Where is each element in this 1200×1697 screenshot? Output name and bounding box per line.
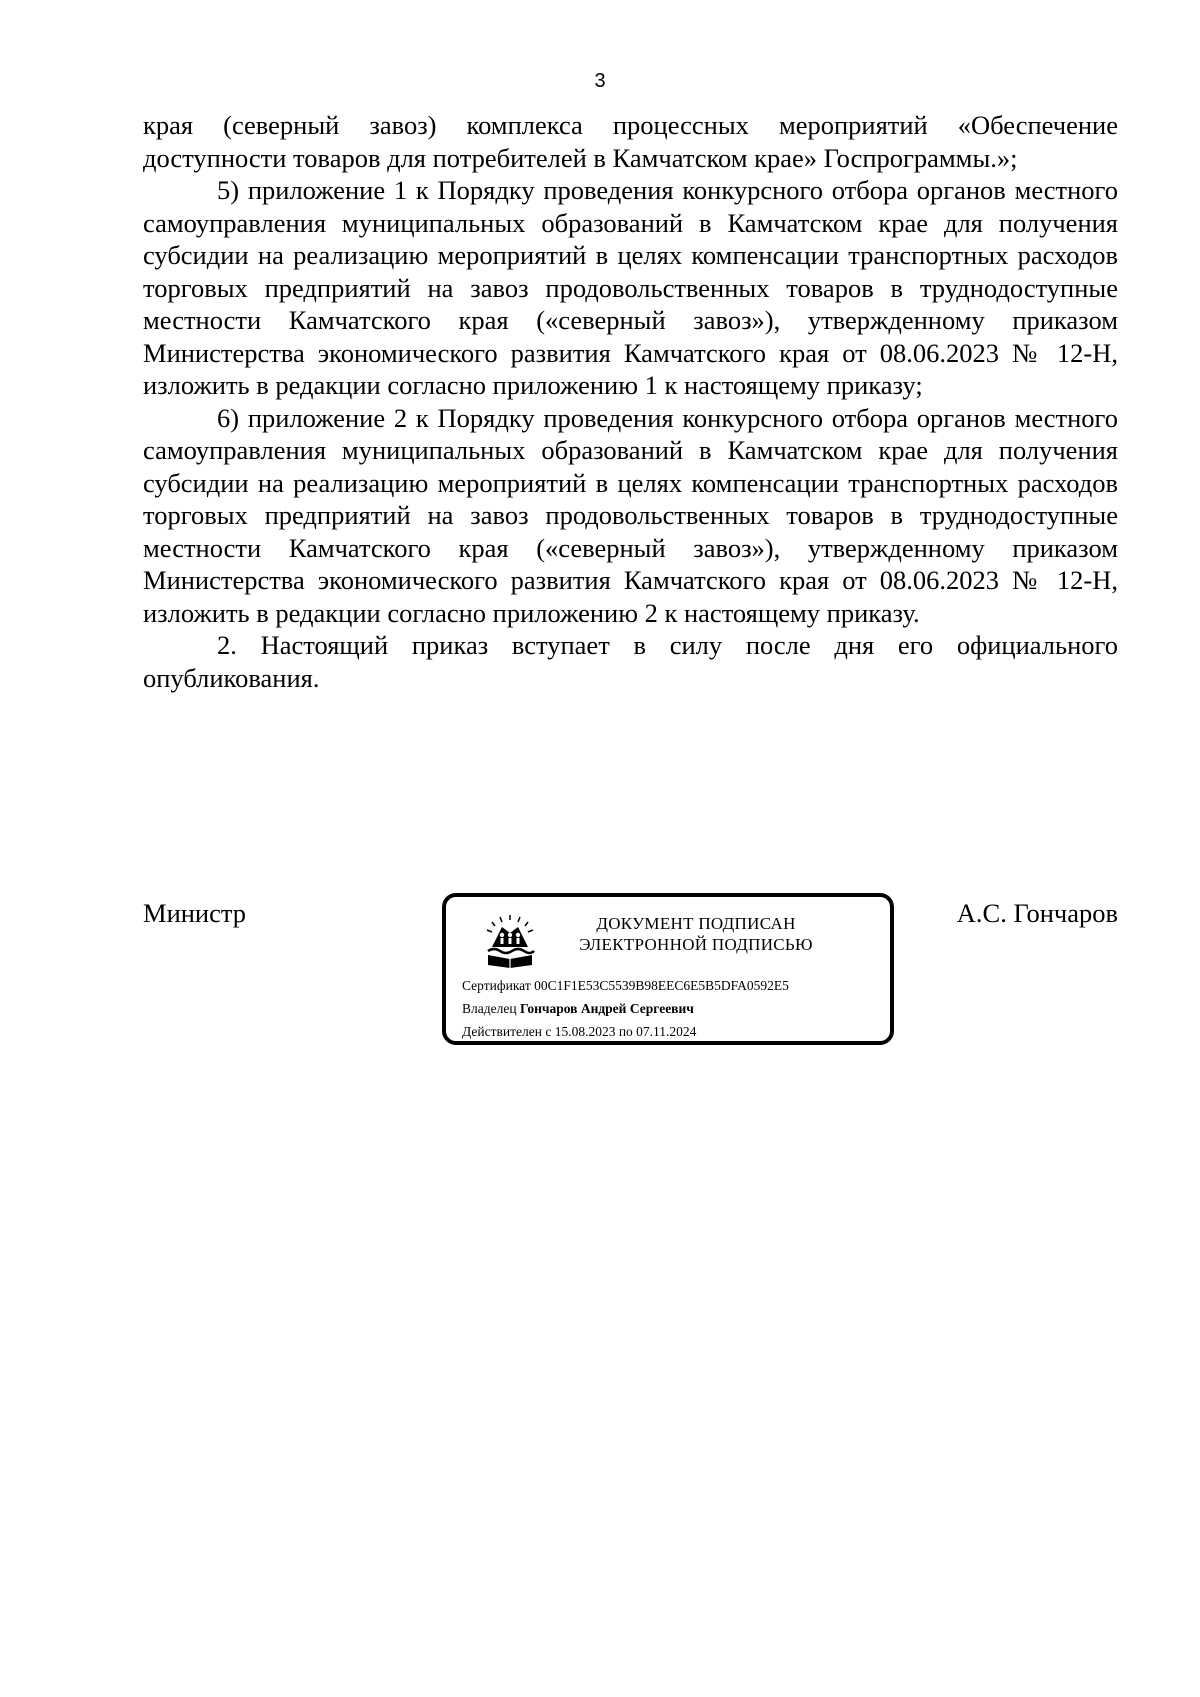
signatory-title: Министр bbox=[143, 898, 247, 928]
owner-value: Гончаров Андрей Сергеевич bbox=[519, 1001, 694, 1016]
paragraph-item-5: 5) приложение 1 к Порядку проведения конкурсного отбора органов местного самоуправления муниципальных образований в Камчатском крае для получения субсидии на реализацию мероприятий в целях компенсации транспортных расходов торговых предприятий на завоз продовольственных товаров в труднодоступные местности Камчатского края («северный завоз»), утвержденному приказом Министерства экономического развития Камчатского края от 08.06.2023 № 12-Н, изложить в редакции согласно приложению 1 к настоящему приказу; bbox=[143, 175, 1118, 400]
electronic-signature-stamp bbox=[442, 893, 894, 1045]
owner-label: Владелец bbox=[462, 1001, 517, 1016]
owner-line bbox=[462, 1000, 694, 1018]
stamp-title-line-1: ДОКУМЕНТ ПОДПИСАН bbox=[596, 914, 796, 933]
paragraph-item-6: 6) приложение 2 к Порядку проведения конкурсного отбора органов местного самоуправления муниципальных образований в Камчатском крае для получения субсидии на реализацию мероприятий в целях компенсации транспортных расходов торговых предприятий на завоз продовольственных товаров в труднодоступные местности Камчатского края («северный завоз»), утвержденному приказом Министерства экономического развития Камчатского края от 08.06.2023 № 12-Н, изложить в редакции согласно приложению 2 к настоящему приказу. bbox=[143, 402, 1118, 628]
signatory-name: А.С. Гончаров bbox=[956, 898, 1118, 928]
valid-to-date: 07.11.2024 bbox=[636, 1024, 697, 1039]
valid-to-label: по bbox=[618, 1024, 633, 1039]
stamp-title-line-2: ЭЛЕКТРОННОЙ ПОДПИСЬЮ bbox=[579, 935, 813, 954]
document-body bbox=[143, 109, 1118, 694]
certificate-value: 00C1F1E53C5539B98EEC6E5B5DFA0592E5 bbox=[534, 978, 789, 993]
page-number: 3 bbox=[594, 70, 606, 92]
validity-label: Действителен bbox=[462, 1024, 542, 1039]
paragraph-effective-date: 2. Настоящий приказ вступает в силу после дня его официального опубликования. bbox=[143, 630, 1118, 693]
certificate-line bbox=[462, 977, 789, 995]
valid-from-date: 15.08.2023 bbox=[554, 1024, 616, 1039]
valid-from-label: с bbox=[545, 1024, 552, 1039]
stamp-title bbox=[546, 913, 846, 955]
coat-of-arms-icon bbox=[482, 913, 538, 969]
paragraph-continuation: края (северный завоз) комплекса процессных мероприятий «Обеспечение доступности товаров для потребителей в Камчатском крае» Госпрограммы.»; bbox=[143, 110, 1118, 173]
certificate-label: Сертификат bbox=[462, 978, 531, 993]
validity-line bbox=[462, 1023, 696, 1041]
